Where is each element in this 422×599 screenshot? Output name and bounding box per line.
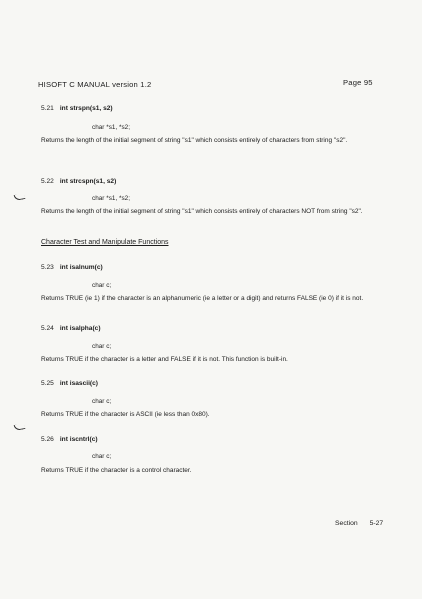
parameter-declaration: char c;: [92, 343, 112, 350]
function-description: Returns TRUE if the character is a control character.: [41, 467, 192, 474]
parameter-declaration: char *s1, *s2;: [92, 195, 131, 202]
function-description: Returns TRUE if the character is ASCII (ie less than 0x80).: [41, 411, 210, 418]
function-description: Returns TRUE if the character is a letter and FALSE if it is not. This function is built-in.: [41, 356, 288, 363]
function-signature: int isalnum(c): [59, 264, 103, 271]
function-signature: int strcspn(s1, s2): [59, 178, 117, 185]
entry-signature: [41, 178, 116, 185]
entry-signature: [41, 380, 98, 387]
entry-signature: [41, 105, 113, 112]
parameter-declaration: char *s1, *s2;: [92, 124, 131, 131]
manual-title: HISOFT C MANUAL version 1.2: [38, 80, 152, 89]
function-signature: int isascii(c): [59, 380, 98, 387]
section-heading: Character Test and Manipulate Functions: [41, 239, 169, 246]
entry-signature: [41, 264, 103, 271]
margin-mark: [14, 423, 26, 431]
margin-mark: [14, 193, 26, 201]
entry-number: 5.24: [41, 325, 54, 332]
parameter-declaration: char c;: [92, 398, 112, 405]
parameter-declaration: char c;: [92, 282, 112, 289]
section-footer: [335, 520, 383, 527]
entry-number: 5.25: [41, 380, 54, 387]
function-signature: int isalpha(c): [59, 325, 101, 332]
function-signature: int iscntrl(c): [59, 436, 98, 443]
entry-signature: [41, 436, 98, 443]
entry-signature: [41, 325, 101, 332]
function-description: Returns the length of the initial segment of string "s1" which consists entirely of characters from string "s2".: [41, 137, 348, 144]
entry-number: 5.22: [41, 178, 54, 185]
function-description: Returns TRUE (ie 1) if the character is an alphanumeric (ie a letter or a digit) and returns FALSE (ie 0) if it is not.: [41, 295, 364, 302]
entry-number: 5.21: [41, 105, 54, 112]
entry-number: 5.26: [41, 436, 54, 443]
section-number: 5-27: [369, 520, 384, 527]
page-number: Page 95: [343, 78, 373, 87]
function-signature: int strspn(s1, s2): [59, 105, 113, 112]
section-label: Section: [335, 520, 358, 527]
function-description: Returns the length of the initial segment of string "s1" which consists entirely of characters NOT from string "s2".: [41, 208, 363, 215]
entry-number: 5.23: [41, 264, 54, 271]
parameter-declaration: char c;: [92, 453, 112, 460]
